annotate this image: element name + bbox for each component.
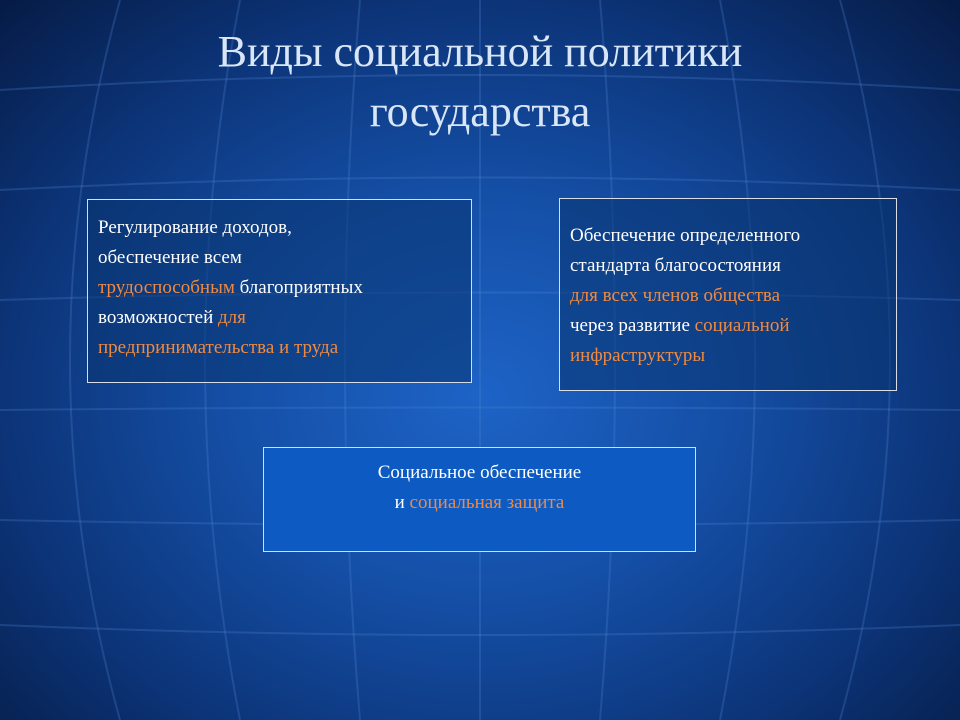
- social-security-box: [263, 447, 696, 552]
- income-text-favorable: благоприятных: [234, 277, 363, 298]
- welfare-line-2: стандарта благосостояния: [570, 255, 781, 276]
- welfare-text-through: через развитие: [570, 315, 695, 336]
- income-line-3: [98, 273, 461, 303]
- security-text-and: и: [394, 492, 410, 513]
- income-regulation-box: [87, 199, 472, 383]
- slide-title-line-2: государства: [369, 87, 591, 136]
- slide-title: [0, 22, 960, 142]
- security-line-1: Социальное обеспечение: [377, 462, 582, 483]
- income-line-1: Регулирование доходов,: [98, 217, 292, 238]
- welfare-line-1: Обеспечение определенного: [570, 225, 801, 246]
- security-line-2: [274, 488, 685, 518]
- income-highlight-for: для: [217, 307, 246, 328]
- income-line-4: [98, 303, 461, 333]
- welfare-line-4: [570, 311, 886, 341]
- welfare-highlight-social: социальной: [694, 315, 790, 336]
- income-line-5: предпринимательства и труда: [98, 337, 339, 358]
- welfare-standard-box: [559, 198, 897, 391]
- income-highlight-able-bodied: трудоспособным: [98, 277, 235, 298]
- income-text-opportunities: возможностей: [98, 307, 218, 328]
- security-highlight-protection: социальная защита: [409, 492, 565, 513]
- welfare-line-5: инфраструктуры: [570, 345, 706, 366]
- welfare-line-3: для всех членов общества: [570, 285, 781, 306]
- slide-title-line-1: Виды социальной политики: [217, 27, 743, 76]
- income-line-2: обеспечение всем: [98, 247, 242, 268]
